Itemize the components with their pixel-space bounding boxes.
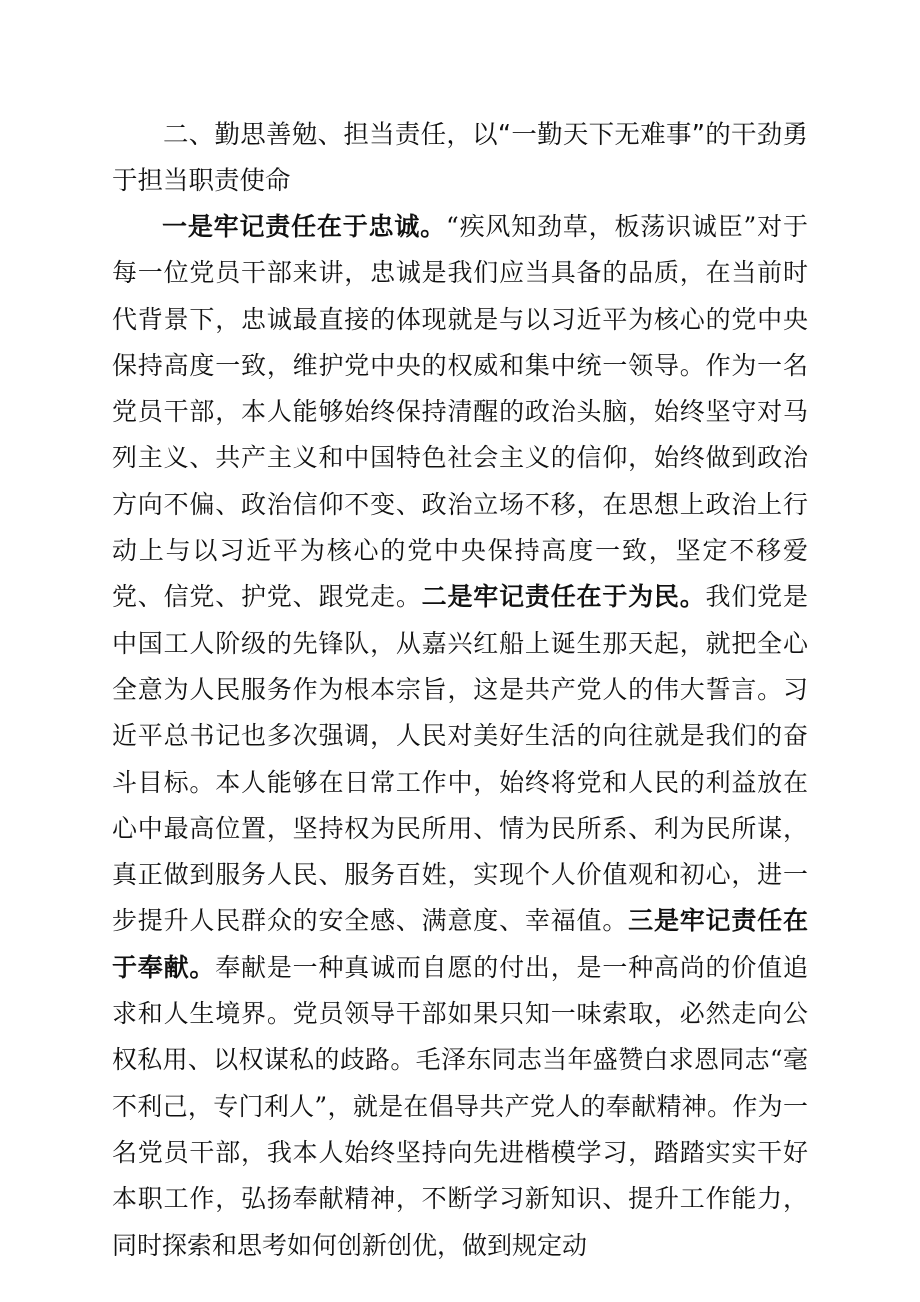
- document-page: [112, 112, 808, 1269]
- body-paragraph: [112, 204, 808, 1269]
- body-text-people: 我们党是中国工人阶级的先锋队，从嘉兴红船上诞生那天起，就把全心全意为人民服务作为根本宗旨，这是共产党人的伟大誓言。习近平总书记也多次强调，人民对美好生活的向往就是我们的奋斗目标。本人能够在日常工作中，始终将党和人民的利益放在心中最高位置，坚持权为民所用、情为民所系、利为民所谋，真正做到服务人民、服务百姓，实现个人价值观和初心，进一步提升人民群众的安全感、满意度、幸福值。: [112, 582, 808, 936]
- body-text-loyalty: “疾风知劲草，板荡识诚臣”对于每一位党员干部来讲，忠诚是我们应当具备的品质，在当前时代背景下，忠诚最直接的体现就是与以习近平为核心的党中央保持高度一致，维护党中央的权威和集中统一领导。作为一名党员干部，本人能够始终保持清醒的政治头脑，始终坚守对马列主义、共产主义和中国特色社会主义的信仰，始终做到政治方向不偏、政治信仰不变、政治立场不移，在思想上政治上行动上与以习近平为核心的党中央保持高度一致，坚定不移爱党、信党、护党、跟党走。: [112, 212, 808, 612]
- lead-phrase-people: 二是牢记责任在于为民。: [421, 582, 706, 612]
- lead-phrase-dedication: 三是牢记责任在于奉献。: [112, 906, 808, 982]
- body-text-dedication: 奉献是一种真诚而自愿的付出，是一种高尚的价值追求和人生境界。党员领导干部如果只知一味索取，必然走向公权私用、以权谋私的歧路。毛泽东同志当年盛赞白求恩同志“毫不利己，专门利人”，就是在倡导共产党人的奉献精神。作为一名党员干部，我本人始终坚持向先进楷模学习，踏踏实实干好本职工作，弘扬奉献精神，不断学习新知识、提升工作能力，同时探索和思考如何创新创优，做到规定动: [112, 952, 808, 1260]
- lead-phrase-loyalty: 一是牢记责任在于忠诚。: [162, 212, 446, 241]
- section-heading: 二、勤思善勉、担当责任，以“一勤天下无难事”的干劲勇于担当职责使命: [112, 120, 808, 196]
